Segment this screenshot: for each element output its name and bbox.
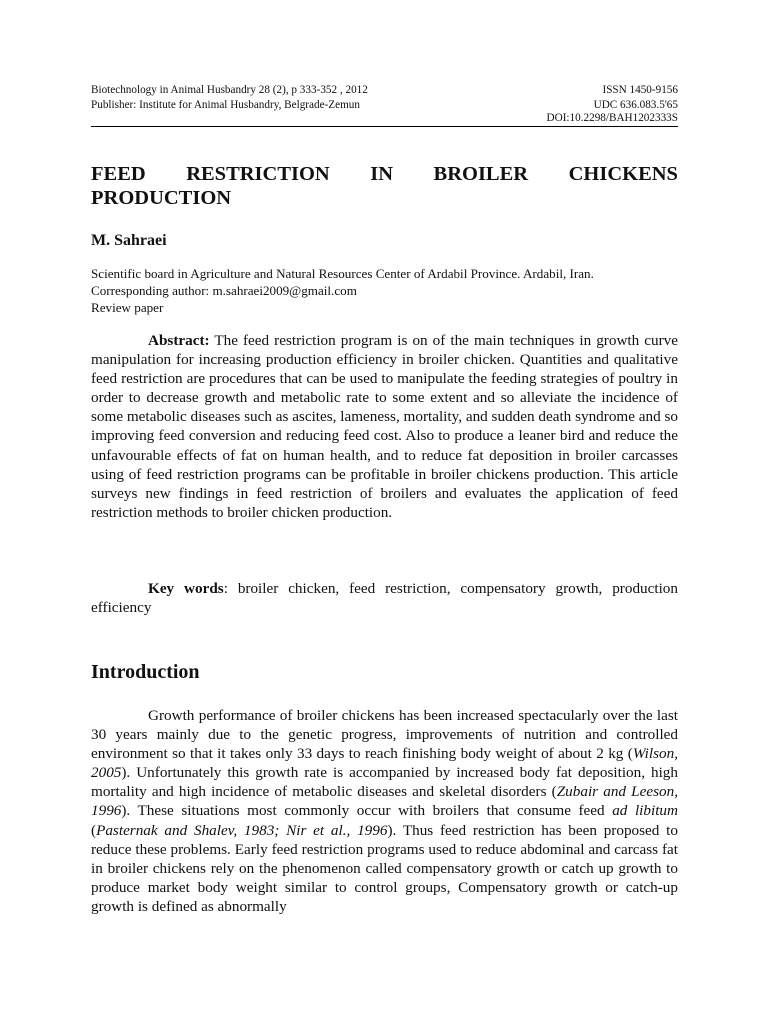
title-word: RESTRICTION bbox=[186, 163, 330, 185]
citation: Zubair and Leeson, 1996 bbox=[91, 783, 678, 820]
introduction-paragraph bbox=[91, 706, 678, 916]
abstract-text: The feed restriction program is on of the main techniques in growth curve manipulation for increasing production efficiency in broiler chicken. Quantities and qualitative feed restriction are procedures that can be used to manipulate the feeding strategies of poultry in order to decrease growth and metabolic rate to some extent and so alleviate the incidence of some metabolic diseases such as ascites, lameness, mortality, and sudden death syndrome and so improving feed conversion and reducing feed cost. Also to produce a leaner bird and reduce the unfavourable effects of fat on human health, and to reduce fat deposition in broiler carcasses using of feed restriction programs can be profitable in broiler chickens production. This article surveys new findings in feed restriction of broilers and evaluates the application of feed restriction methods to broiler chicken production. bbox=[91, 332, 678, 521]
abstract-label: Abstract: bbox=[148, 332, 210, 349]
doi: DOI:10.2298/BAH1202333S bbox=[546, 112, 678, 124]
section-heading-introduction: Introduction bbox=[91, 661, 200, 683]
author-name: M. Sahraei bbox=[91, 232, 167, 249]
title-line-1 bbox=[91, 162, 678, 186]
intro-text: ). These situations most commonly occur with broilers that consume feed bbox=[121, 802, 613, 820]
title-word: CHICKENS bbox=[568, 163, 678, 185]
intro-text: ( bbox=[91, 821, 97, 839]
keywords-text: : broiler chicken, feed restriction, compensatory growth, production efficiency bbox=[91, 580, 678, 617]
journal-citation: Biotechnology in Animal Husbandry 28 (2), p 333-352 , 2012 bbox=[91, 84, 368, 96]
publisher-line: Publisher: Institute for Animal Husbandry, Belgrade-Zemun bbox=[91, 99, 360, 111]
intro-text: Growth performance of broiler chickens has been increased spectacularly over the last 30 years mainly due to the genetic progress, improvements of nutrition and controlled environment so that it takes only 33 days to reach finishing body weight of about 2 kg ( bbox=[91, 707, 678, 763]
header-right bbox=[594, 83, 678, 113]
affiliation: Scientific board in Agriculture and Natural Resources Center of Ardabil Province. Ardabil, Iran. bbox=[91, 266, 594, 281]
title-word: FEED bbox=[91, 163, 146, 185]
affiliation-block bbox=[91, 265, 678, 316]
keywords-label: Key words bbox=[148, 580, 224, 597]
corresponding-author: Corresponding author: m.sahraei2009@gmail.com bbox=[91, 283, 357, 298]
abstract bbox=[91, 331, 678, 522]
citation: Wilson, 2005 bbox=[91, 745, 678, 782]
title-line-2: PRODUCTION bbox=[91, 187, 232, 209]
latin-term: ad libitum bbox=[612, 802, 678, 820]
header-rule bbox=[91, 126, 678, 127]
udc: UDC 636.083.5'65 bbox=[593, 99, 678, 111]
paper-type: Review paper bbox=[91, 300, 164, 315]
issn: ISSN 1450-9156 bbox=[602, 84, 678, 96]
intro-text: ). Unfortunately this growth rate is accompanied by increased body fat deposition, high mortality and high incidence of metabolic diseases and skeletal disorders ( bbox=[91, 764, 678, 801]
title-word: IN bbox=[370, 163, 394, 185]
paper-title bbox=[91, 162, 678, 210]
header-left bbox=[91, 83, 368, 113]
intro-text: ). Thus feed restriction has been proposed to reduce these problems. Early feed restriction programs used to reduce abdominal and carcass fat in broiler chickens rely on the phenomenon called compensatory growth or catch up growth to produce market body weight similar to control groups, Compensatory growth or catch-up growth is defined as abnormally bbox=[91, 821, 678, 915]
title-word: BROILER bbox=[433, 163, 529, 185]
keywords bbox=[91, 579, 678, 617]
citation: Pasternak and Shalev, 1983; Nir et al., 1996 bbox=[96, 821, 388, 839]
